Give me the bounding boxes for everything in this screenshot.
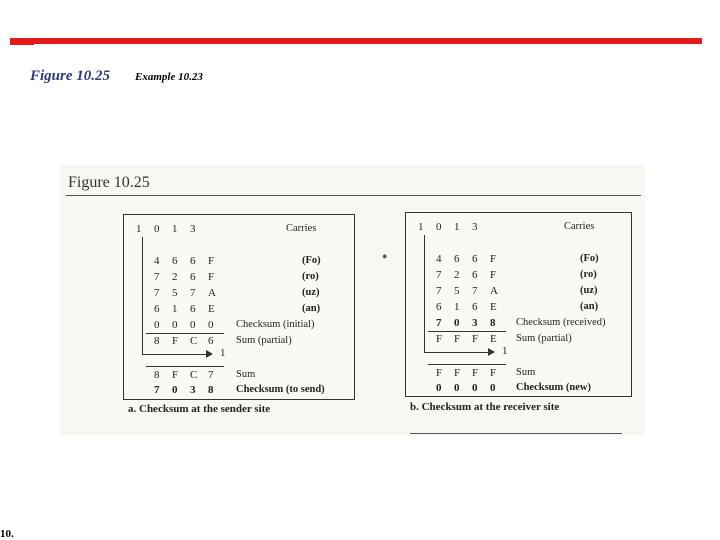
digit: 2 — [172, 271, 178, 283]
carry-digit: 1 — [136, 223, 142, 235]
row-label: Checksum (to send) — [236, 384, 325, 395]
digit: 0 — [190, 319, 196, 331]
digit: 6 — [472, 253, 478, 265]
digit: 7 — [154, 384, 160, 396]
digit: F — [490, 269, 497, 281]
slide-number: 10. — [0, 528, 14, 540]
digit: F — [172, 335, 179, 347]
digit: 0 — [436, 382, 442, 394]
digit: 5 — [172, 287, 178, 299]
digit: 7 — [436, 285, 442, 297]
digit: 0 — [454, 317, 460, 329]
carry-digit: 3 — [190, 223, 196, 235]
wrap-carry: 1 — [502, 345, 508, 357]
carry-digit: 1 — [172, 223, 178, 235]
digit: 0 — [454, 382, 460, 394]
digit: 5 — [454, 285, 460, 297]
sum-rule — [428, 364, 506, 365]
digit: 4 — [436, 253, 442, 265]
row-label: (ro) — [580, 269, 597, 280]
digit: 0 — [154, 319, 160, 331]
sender-caption: a. Checksum at the sender site — [128, 403, 271, 415]
digit: F — [472, 367, 479, 379]
digit: 6 — [472, 269, 478, 281]
sum-rule — [146, 333, 224, 334]
receiver-panel — [405, 212, 632, 397]
row-label: (Fo) — [580, 253, 599, 264]
digit: 8 — [208, 384, 214, 396]
digit: E — [490, 301, 497, 313]
carry-digit: 0 — [154, 223, 160, 235]
row-label: Checksum (initial) — [236, 319, 315, 330]
row-label: Checksum (new) — [516, 382, 591, 393]
digit: 3 — [472, 317, 478, 329]
digit: 6 — [190, 255, 196, 267]
digit: F — [208, 271, 215, 283]
digit: F — [472, 333, 479, 345]
slide-subtitle: Example 10.23 — [135, 71, 203, 83]
digit: 6 — [472, 301, 478, 313]
row-label: (ro) — [302, 271, 319, 282]
header-red-bar — [10, 38, 702, 44]
digit: F — [208, 255, 215, 267]
scan-speck: ● — [382, 251, 388, 261]
digit: 7 — [436, 269, 442, 281]
digit: 6 — [208, 335, 214, 347]
figure-caption: Figure 10.25 — [68, 174, 150, 191]
digit: A — [208, 287, 216, 299]
carry-digit: 3 — [472, 221, 478, 233]
digit: 8 — [490, 317, 496, 329]
carry-digit: 1 — [454, 221, 460, 233]
row-label: Checksum (received) — [516, 317, 606, 328]
digit: 3 — [190, 384, 196, 396]
carry-digit: 0 — [436, 221, 442, 233]
wrap-arrow-head — [488, 348, 495, 356]
digit: F — [490, 253, 497, 265]
row-label: Sum (partial) — [516, 333, 572, 344]
digit: 0 — [490, 382, 496, 394]
digit: F — [436, 333, 443, 345]
header-red-line — [10, 44, 34, 45]
digit: F — [454, 367, 461, 379]
row-label: (an) — [580, 301, 599, 312]
digit: 0 — [208, 319, 214, 331]
digit: 0 — [172, 319, 178, 331]
digit: F — [490, 367, 497, 379]
row-label: (uz) — [580, 285, 598, 296]
wrap-carry: 1 — [220, 347, 226, 359]
digit: 8 — [154, 335, 160, 347]
row-label: Sum — [236, 369, 256, 380]
digit: 7 — [190, 287, 196, 299]
row-label: (uz) — [302, 287, 320, 298]
scanned-figure — [60, 165, 645, 435]
sum-rule — [428, 331, 506, 332]
caption-rule — [66, 195, 641, 196]
digit: 6 — [436, 301, 442, 313]
digit: 7 — [472, 285, 478, 297]
row-label: (Fo) — [302, 255, 321, 266]
digit: 0 — [172, 384, 178, 396]
digit: F — [172, 369, 179, 381]
digit: F — [454, 333, 461, 345]
bottom-rule — [410, 433, 622, 434]
wrap-line — [142, 237, 143, 354]
digit: 1 — [172, 303, 178, 315]
wrap-arrow-head — [206, 350, 213, 358]
digit: 6 — [190, 271, 196, 283]
receiver-caption: b. Checksum at the receiver site — [410, 401, 560, 413]
digit: 6 — [154, 303, 160, 315]
wrap-line — [424, 235, 425, 352]
row-label: (an) — [302, 303, 321, 314]
row-label: Sum — [516, 367, 536, 378]
digit: 8 — [154, 369, 160, 381]
carry-digit: 1 — [418, 221, 424, 233]
digit: C — [190, 369, 198, 381]
sender-panel — [123, 214, 355, 400]
wrap-arrow-line — [424, 352, 490, 353]
digit: 6 — [454, 253, 460, 265]
digit: 7 — [208, 369, 214, 381]
digit: 1 — [454, 301, 460, 313]
digit: 2 — [454, 269, 460, 281]
digit: F — [436, 367, 443, 379]
digit: 7 — [154, 287, 160, 299]
sum-rule — [146, 366, 224, 367]
wrap-arrow-line — [142, 354, 208, 355]
carries-label: Carries — [286, 223, 317, 234]
digit: 7 — [154, 271, 160, 283]
digit: 4 — [154, 255, 160, 267]
slide-title: Figure 10.25 — [30, 68, 111, 84]
digit: A — [490, 285, 498, 297]
digit: 6 — [190, 303, 196, 315]
digit: 6 — [172, 255, 178, 267]
digit: 7 — [436, 317, 442, 329]
digit: 0 — [472, 382, 478, 394]
digit: E — [490, 333, 497, 345]
carries-label: Carries — [564, 221, 595, 232]
digit: E — [208, 303, 215, 315]
row-label: Sum (partial) — [236, 335, 292, 346]
digit: C — [190, 335, 198, 347]
